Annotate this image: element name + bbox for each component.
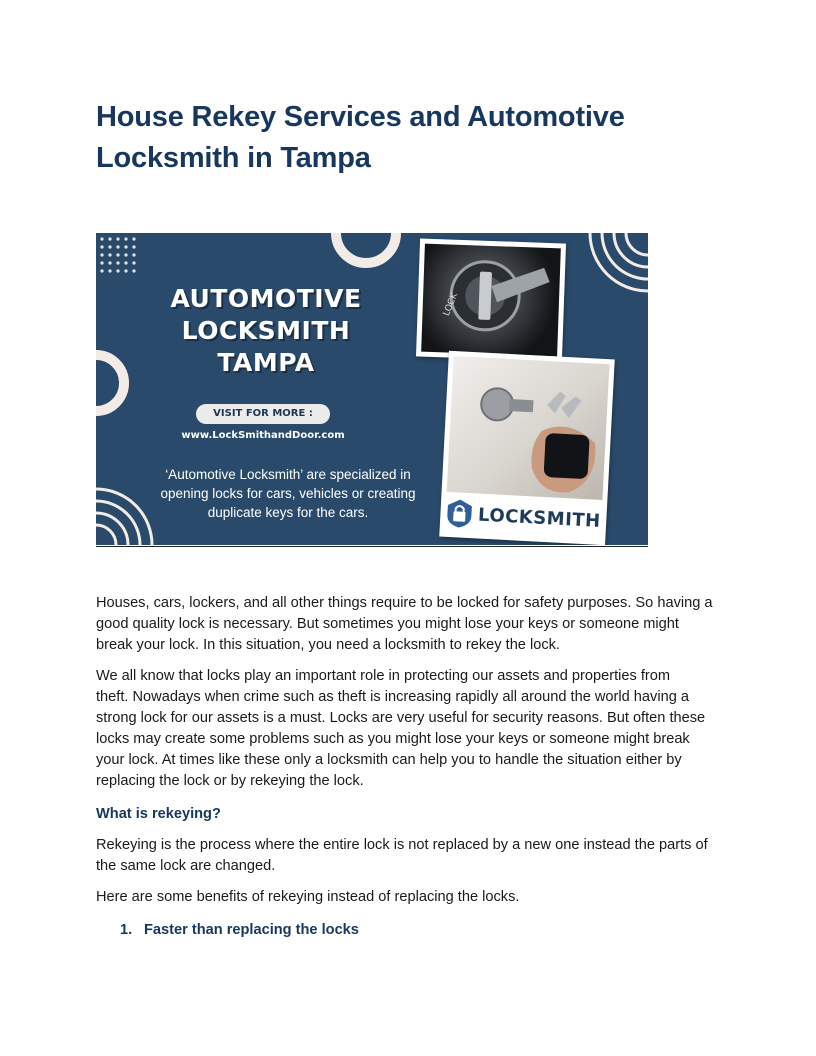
visit-for-more-button[interactable]: VISIT FOR MORE : [196,404,330,424]
paragraph-line: Rekeying is the process where the entire lock is not replaced by a new one instead the parts of [96,837,708,853]
intro-paragraph [96,593,720,656]
brand-name: LOCKSMITH [477,504,602,532]
list-item-text: Faster than replacing the locks [144,922,359,938]
locks-importance-paragraph [96,666,720,792]
page-title [96,97,736,179]
locksmith-brand [440,495,608,540]
ignition-lock-photo [416,238,566,361]
lock-picking-image [447,356,610,500]
description-line: duplicate keys for the cars. [207,505,369,520]
title-line: Locksmith in Tampa [96,142,371,174]
headline-line: TAMPA [217,348,315,377]
section-heading-rekeying: What is rekeying? [96,806,221,822]
title-line: House Rekey Services and Automotive [96,101,625,133]
lock-label: LOCK [441,291,461,318]
paragraph-line: Here are some benefits of rekeying instead of replacing the locks. [96,889,520,905]
headline-line: LOCKSMITH [181,316,351,345]
description-line: opening locks for cars, vehicles or creating [160,486,416,501]
benefit-list-item [120,920,359,941]
paragraph-line: good quality lock is necessary. But sometimes you might lose your keys or someone might [96,616,679,632]
description-line: ‘Automotive Locksmith’ are specialized in [165,467,411,482]
paragraph-line: your lock. At times like these only a locksmith can help you to handle the situation either by [96,752,682,768]
paragraph-line: We all know that locks play an important role in protecting our assets and properties from [96,668,671,684]
list-number: 1. [120,922,133,938]
ignition-lock-image [421,244,561,357]
paragraph-line: theft. Nowadays when crime such as theft is increasing rapidly all around the world having a [96,689,689,705]
banner-headline [136,283,396,379]
paragraph-line: Houses, cars, lockers, and all other things require to be locked for safety purposes. So having a [96,595,713,611]
rekeying-definition-paragraph [96,835,720,877]
paragraph-line: break your lock. In this situation, you need a locksmith to rekey the lock. [96,637,560,653]
hand-with-keys-icon [447,356,610,500]
locksmith-work-photo [439,351,615,545]
automotive-locksmith-banner [96,233,648,545]
paragraph-line: the same lock are changed. [96,858,276,874]
padlock-logo-icon [445,498,473,529]
banner-divider [96,546,648,547]
website-url[interactable]: www.LockSmithandDoor.com [181,430,345,441]
key-in-ignition-icon [421,244,561,357]
benefits-intro-paragraph [96,887,720,908]
paragraph-line: strong lock for our assets is a must. Locks are very useful for security reasons. But often these [96,710,706,726]
headline-line: AUTOMOTIVE [170,284,362,313]
banner-description [148,465,428,522]
paragraph-line: locks may create some problems such as you might lose your keys or someone might break [96,731,690,747]
paragraph-line: replacing the lock or by rekeying the lock. [96,773,364,789]
